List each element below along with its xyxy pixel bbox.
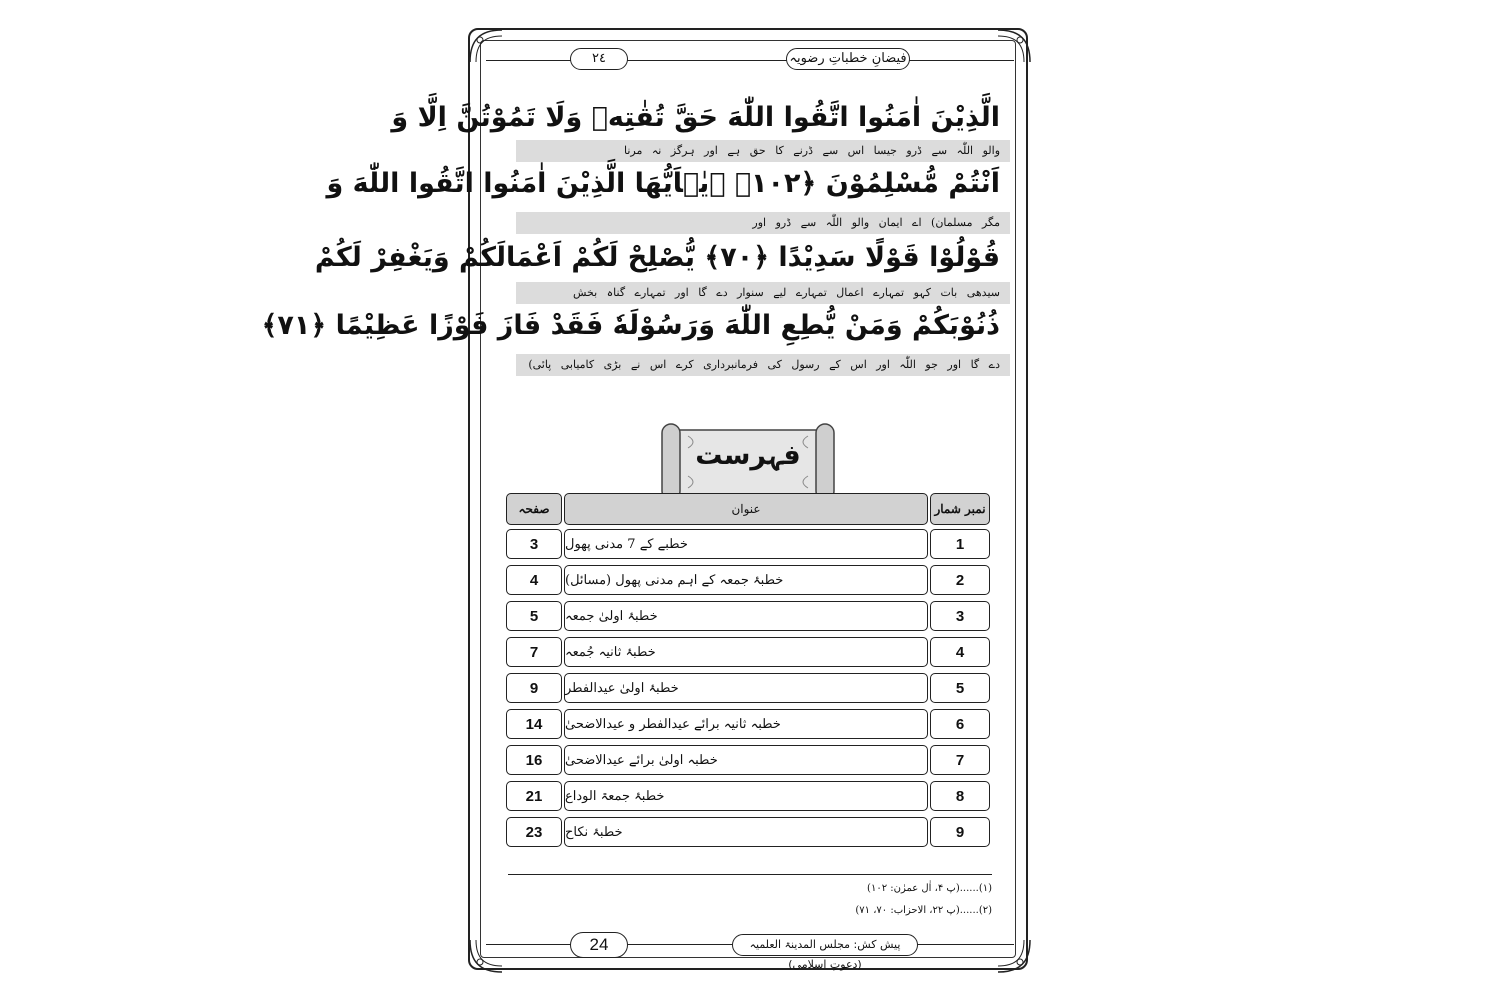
table-row: [506, 817, 990, 847]
footnote: (۱)......(پ ۴، اٰل عمرٰن: ۱۰۲): [867, 883, 992, 894]
verse-translation: سیدھی بات کہو تمہارے اعمال تمہارے لیے سنوار دے گا اور تمہارے گناہ بخش: [516, 282, 1010, 304]
arabic-verse-line: ذُنُوْبَكُمْ وَمَنْ يُّطِعِ اللّٰهَ وَرَسُوْلَهٗ فَقَدْ فَازَ فَوْزًا عَظِيْمًا ﴿۷۱﴾: [261, 310, 1000, 341]
row-number: 6: [930, 709, 990, 739]
column-header-page: صفحہ: [506, 493, 562, 525]
row-number: 5: [930, 673, 990, 703]
toc-heading-scroll: [658, 420, 838, 504]
row-title: خطبۂ جمعہ کے اہم مدنی پھول (مسائل): [564, 565, 928, 595]
row-title: خطبۂ جمعۃ الوداع: [564, 781, 928, 811]
row-title: خطبۂ نکاح: [564, 817, 928, 847]
toc-heading: فہرست: [695, 440, 801, 471]
row-number: 8: [930, 781, 990, 811]
row-title: خطبہ اولیٰ برائے عیدالاضحیٰ: [564, 745, 928, 775]
row-title: خطبۂ ثانیہ جُمعہ: [564, 637, 928, 667]
row-page: 23: [506, 817, 562, 847]
table-row: [506, 781, 990, 811]
verse-translation: مگر مسلمان) اے ایمان والو اللّٰہ سے ڈرو اور: [516, 212, 1010, 234]
row-page: 16: [506, 745, 562, 775]
row-page: 14: [506, 709, 562, 739]
corner-ornament-icon: [994, 936, 1034, 976]
header-page-number: ٢٤: [570, 48, 628, 70]
row-title: خطبۂ اولیٰ عیدالفطر: [564, 673, 928, 703]
table-row: [506, 709, 990, 739]
row-title: خطبہ ثانیہ برائے عیدالفطر و عیدالاضحیٰ: [564, 709, 928, 739]
row-page: 7: [506, 637, 562, 667]
verse-translation: دے گا اور جو اللّٰہ اور اس کے رسول کی فرمانبرداری کرے اس نے بڑی کامیابی پائی): [516, 354, 1010, 376]
row-title: خطبۂ اولیٰ جمعہ: [564, 601, 928, 631]
arabic-verse-line: قُوْلُوْا قَوْلًا سَدِيْدًا ﴿۷۰﴾ يُّصْلِحْ لَكُمْ اَعْمَالَكُمْ وَيَغْفِرْ لَكُمْ: [314, 242, 1000, 273]
corner-ornament-icon: [466, 936, 506, 976]
row-page: 4: [506, 565, 562, 595]
row-page: 21: [506, 781, 562, 811]
toc-header-row: [506, 493, 990, 523]
book-page: [261, 28, 1032, 974]
column-header-title: عنوان: [564, 493, 928, 525]
table-row: [506, 673, 990, 703]
header-rule: [486, 60, 1014, 61]
row-page: 3: [506, 529, 562, 559]
table-row: [506, 745, 990, 775]
column-header-number: نمبر شمار: [930, 493, 990, 525]
row-page: 5: [506, 601, 562, 631]
row-number: 4: [930, 637, 990, 667]
table-row: [506, 565, 990, 595]
row-number: 1: [930, 529, 990, 559]
header-book-title: فیضانِ خطباتِ رضویہ: [786, 48, 910, 70]
arabic-verse-line: اَنْتُمْ مُّسْلِمُوْنَ ﴿۱۰۲﴾ ﴿يٰۤاَيُّهَا الَّذِيْنَ اٰمَنُوا اتَّقُوا اللّٰهَ وَ: [326, 168, 1000, 199]
row-number: 9: [930, 817, 990, 847]
row-page: 9: [506, 673, 562, 703]
table-row: [506, 529, 990, 559]
table-row: [506, 601, 990, 631]
footnote-rule: [508, 874, 992, 875]
table-row: [506, 637, 990, 667]
footer-page-number: 24: [570, 932, 628, 958]
row-number: 2: [930, 565, 990, 595]
row-number: 7: [930, 745, 990, 775]
footer-publisher: پیش کش: مجلس المدینۃ العلمیہ (دعوتِ اسلامی): [732, 934, 918, 956]
row-title: خطبے کے 7 مدنی پھول: [564, 529, 928, 559]
arabic-verse-line: الَّذِیْنَ اٰمَنُوا اتَّقُوا اللّٰهَ حَقَّ تُقٰتِهٖ وَلَا تَمُوْتُنَّ اِلَّا وَ: [391, 102, 1000, 133]
row-number: 3: [930, 601, 990, 631]
verse-translation: والو اللّٰہ سے ڈرو جیسا اس سے ڈرنے کا حق ہے اور ہرگز نہ مرنا: [516, 140, 1010, 162]
footnote: (۲)......(پ ۲۲، الاحزاب: ۷۰، ۷۱): [855, 905, 992, 916]
